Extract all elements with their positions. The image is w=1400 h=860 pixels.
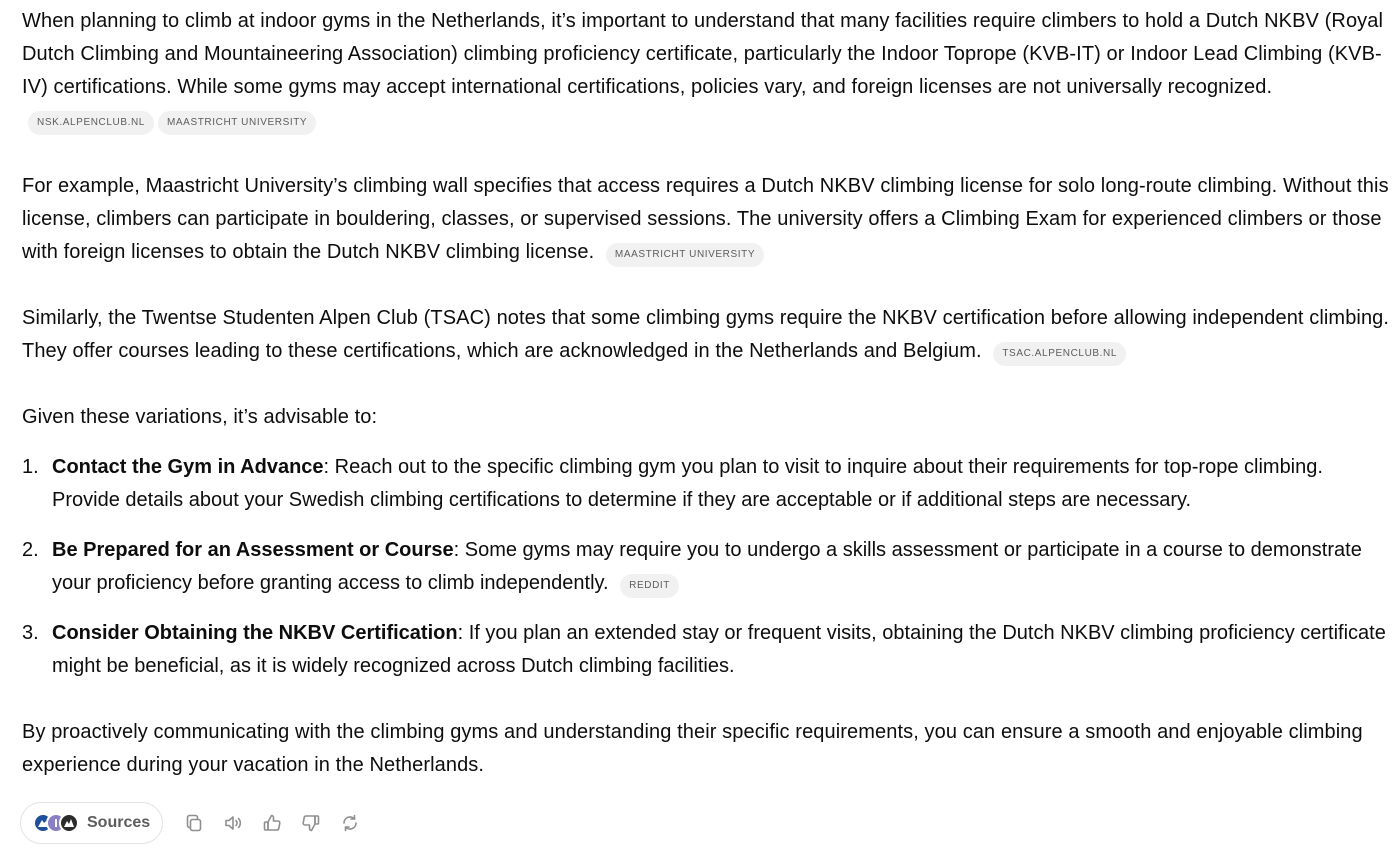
paragraph-text: Given these variations, it’s advisable to:	[22, 406, 378, 428]
source-chip-maastricht-university[interactable]: MAASTRICHT UNIVERSITY	[606, 243, 764, 267]
paragraph-advice-intro	[22, 401, 1392, 434]
paragraph-tsac	[22, 302, 1392, 368]
read-aloud-icon[interactable]	[220, 810, 246, 836]
copy-icon[interactable]	[181, 810, 207, 836]
list-item-title: Contact the Gym in Advance	[52, 456, 324, 478]
tsac-favicon-icon	[59, 813, 79, 833]
source-favicons	[33, 813, 79, 833]
sources-button[interactable]	[20, 802, 163, 844]
paragraph-text: For example, Maastricht University’s climbing wall specifies that access requires a Dutch NKBV climbing license for solo long-route climbing. Without this license, climbers can participate in bouldering, classes, or supervised sessions. The university offers a Climbing Exam for experienced climbers or those with foreign licenses to obtain the Dutch NKBV climbing license.	[22, 175, 1389, 263]
source-chip-nsk-alpenclub[interactable]: NSK.ALPENCLUB.NL	[28, 111, 154, 135]
list-number: 1.	[22, 456, 39, 478]
advice-list	[22, 451, 1392, 683]
list-item-text: : Some gyms may require you to undergo a skills assessment or participate in a course to demonstrate your proficiency before granting access to climb independently.	[52, 539, 1362, 594]
sources-label: Sources	[87, 814, 151, 831]
list-number: 3.	[22, 622, 39, 644]
list-item	[22, 451, 1392, 517]
source-chip-maastricht-university[interactable]: MAASTRICHT UNIVERSITY	[158, 111, 316, 135]
paragraph-intro	[22, 5, 1392, 137]
list-number: 2.	[22, 539, 39, 561]
source-chip-tsac-alpenclub[interactable]: TSAC.ALPENCLUB.NL	[993, 342, 1126, 366]
paragraph-closing	[22, 716, 1392, 782]
thumbs-down-icon[interactable]	[298, 810, 324, 836]
assistant-message	[22, 5, 1392, 815]
source-chip-reddit[interactable]: REDDIT	[620, 574, 679, 598]
paragraph-text: Similarly, the Twentse Studenten Alpen Club (TSAC) notes that some climbing gyms require the NKBV certification before allowing independent climbing. They offer courses leading to these certifications, which are acknowledged in the Netherlands and Belgium.	[22, 307, 1390, 362]
paragraph-text: By proactively communicating with the climbing gyms and understanding their specific requirements, you can ensure a smooth and enjoyable climbing experience during your vacation in the Netherlands.	[22, 721, 1363, 776]
paragraph-text: When planning to climb at indoor gyms in the Netherlands, it’s important to understand that many facilities require climbers to hold a Dutch NKBV (Royal Dutch Climbing and Mountaineering Association) climbing proficiency certificate, particularly the Indoor Toprope (KVB-IT) or Indoor Lead Climbing (KVB-IV) certifications. While some gyms may accept international certifications, policies vary, and foreign licenses are not universally recognized.	[22, 10, 1384, 98]
action-icons	[181, 810, 376, 836]
message-actions-bar	[20, 801, 376, 845]
regenerate-icon[interactable]	[337, 810, 363, 836]
list-item-title: Be Prepared for an Assessment or Course	[52, 539, 454, 561]
list-item	[22, 534, 1392, 600]
thumbs-up-icon[interactable]	[259, 810, 285, 836]
list-item	[22, 617, 1392, 683]
list-item-text: : If you plan an extended stay or frequent visits, obtaining the Dutch NKBV climbing proficiency certificate might be beneficial, as it is widely recognized across Dutch climbing facilities.	[52, 622, 1386, 677]
paragraph-maastricht	[22, 170, 1392, 269]
list-item-title: Consider Obtaining the NKBV Certification	[52, 622, 458, 644]
list-item-text: : Reach out to the specific climbing gym you plan to visit to inquire about their requirements for top-rope climbing. Provide details about your Swedish climbing certifications to determine if they are acceptable or if additional steps are necessary.	[52, 456, 1323, 511]
